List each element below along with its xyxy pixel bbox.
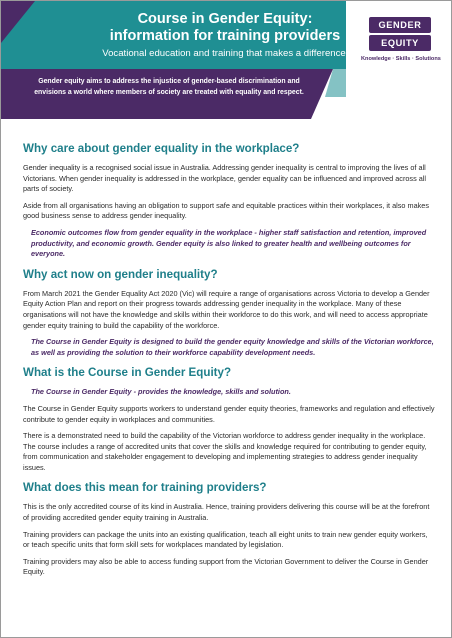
section-heading: Why care about gender equality in the workplace? [23, 142, 300, 155]
logo-word-equity: EQUITY [369, 35, 431, 51]
paragraph: Gender inequality is a recognised social issue in Australia. Addressing gender inequality is central to improving the lives of all Victorians. When gender inequality is addressed in the workplace, gender equality can be influenced and improved across all parts of society. [23, 163, 427, 194]
gender-equity-logo [361, 17, 439, 62]
highlight-quote: Economic outcomes flow from gender equality in the workplace - higher staff satisfaction and retention, improved productivity, and economic growth. Gender equity is also linked to greater health and wellbeing outcomes for everyone. [31, 227, 427, 259]
highlight-quote: The Course in Gender Equity is designed to build the gender equity knowledge and skills of the Victorian workforce, as well as providing the solution to their workforce capability development needs. [31, 337, 434, 357]
document-title [97, 11, 353, 45]
paragraph: From March 2021 the Gender Equality Act 2020 (Vic) will require a range of organisations across Victoria to develop a Gender Equity Action Plan and report on their progress towards addressing gender inequality in the workplace. Many of these organisations will not have the knowledge and skills within their workforce to do this work, and will need to access appropriate gender equity training to build the capability of the workforce. [23, 288, 430, 330]
logo-tagline: Knowledge · Skills · Solutions [361, 56, 441, 62]
intro-statement [13, 76, 325, 98]
intro-line-2: envisions a world where members of society are treated with equality and respect. [34, 89, 304, 96]
section-why-care [23, 142, 435, 260]
section-why-act-now [23, 268, 435, 359]
section-training-providers [23, 481, 435, 578]
paragraph: Aside from all organisations having an obligation to support safe and equitable practices within their workplaces, it also makes good business sense to address gender inequality. [23, 200, 430, 221]
paragraph: The Course in Gender Equity supports workers to understand gender equity theories, frameworks and regulation and effectively contribute to gender equity in workplaces and communities. [23, 403, 435, 424]
title-line-2: information for training providers [109, 28, 341, 44]
paragraph: There is a demonstrated need to build the capability of the Victorian workforce to address gender inequality in the workplace. The course includes a range of accredited units that cover the skills and knowledge required for contributing to gender equity, from communication and stakeholder engagement to developing and implementing strategies to address gender inequality issues. [23, 431, 427, 472]
section-heading: What does this mean for training providers? [23, 481, 267, 495]
document-body [23, 142, 435, 584]
section-what-is-course [23, 366, 435, 473]
highlight-quote: The Course in Gender Equity - provides the knowledge, skills and solution. [31, 387, 291, 397]
document-subtitle: Vocational education and training that makes a difference [102, 48, 346, 59]
header-banner [1, 1, 452, 119]
paragraph: Training providers may also be able to access funding support from the Victorian Government to deliver the Course in Gender Equity. [23, 556, 429, 577]
section-heading: What is the Course in Gender Equity? [23, 366, 232, 380]
logo-word-gender: GENDER [369, 17, 431, 33]
section-heading: Why act now on gender inequality? [23, 267, 218, 281]
title-line-1: Course in Gender Equity: [137, 11, 313, 27]
paragraph: This is the only accredited course of its kind in Australia. Hence, training providers delivering this course will be at the forefront of providing accredited gender equity training in Australia. [23, 502, 430, 523]
paragraph: Training providers can package the units into an existing qualification, teach all eight units to train new gender equity workers, or teach specific units that form skill sets for workplaces mandated by legislation. [23, 529, 428, 550]
intro-line-1: Gender equity aims to address the injustice of gender-based discrimination and [38, 78, 300, 85]
